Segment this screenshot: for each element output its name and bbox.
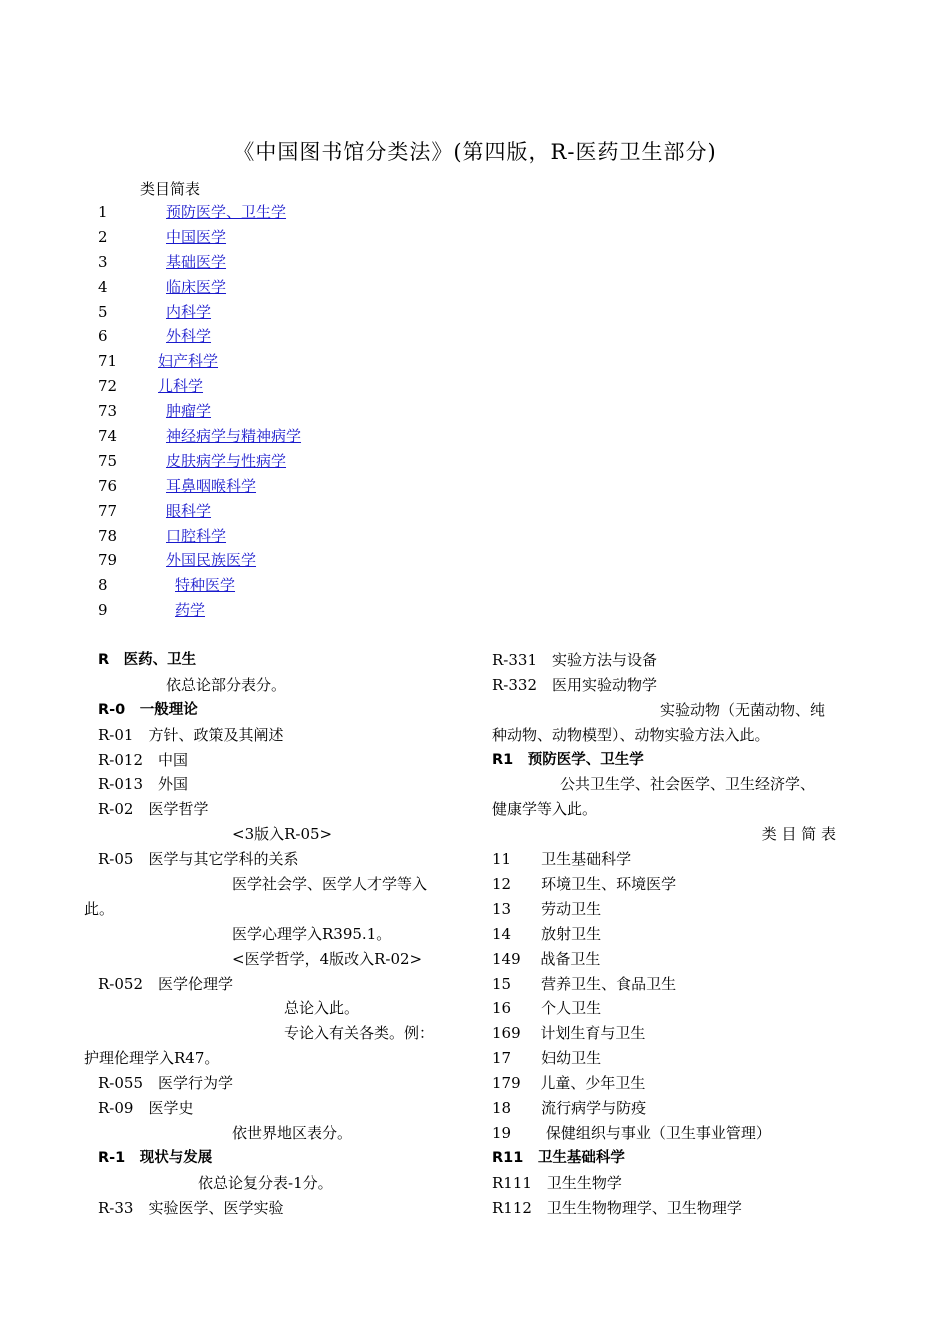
class-entry: 医学社会学、医学人才学等入	[232, 875, 428, 894]
class-entry: 13 劳动卫生	[492, 899, 602, 918]
toc-code: 75	[98, 451, 118, 470]
class-entry: 169 计划生育与卫生	[492, 1024, 646, 1043]
toc-code: 72	[98, 377, 118, 396]
class-entry: 医学心理学入R395.1。	[232, 924, 392, 943]
toc-code: 3	[98, 252, 108, 271]
class-entry: R-331 实验方法与设备	[492, 651, 657, 669]
class-entry: R-02 医学哲学	[98, 800, 209, 819]
toc-link[interactable]: 外科学	[166, 327, 212, 346]
class-entry: 16 个人卫生	[492, 999, 602, 1018]
page-title: 《中国图书馆分类法》(第四版，R-医药卫生部分)	[233, 140, 717, 164]
class-heading: R 医药、卫生	[98, 652, 197, 668]
class-entry: 19 保健组织与事业（卫生事业管理）	[492, 1123, 771, 1142]
class-entry: 种动物、动物模型）、动物实验方法入此。	[492, 725, 770, 744]
toc-code: 76	[98, 476, 118, 495]
toc-link[interactable]: 妇产科学	[158, 352, 219, 371]
class-entry: 依总论部分表分。	[166, 675, 287, 694]
class-entry: 18 流行病学与防疫	[492, 1099, 647, 1118]
class-heading: R-1 现状与发展	[98, 1149, 213, 1166]
toc-code: 8	[98, 576, 108, 595]
class-entry: R-052 医学伦理学	[98, 974, 233, 993]
toc-code: 6	[98, 327, 108, 346]
class-entry: 依总论复分表-1分。	[198, 1173, 333, 1192]
toc-link[interactable]: 中国医学	[166, 227, 227, 246]
class-entry: R-33 实验医学、医学实验	[98, 1198, 284, 1217]
class-entry: 健康学等入此。	[492, 800, 598, 819]
class-entry: R-055 医学行为学	[98, 1074, 233, 1093]
class-entry: 149 战备卫生	[492, 949, 601, 968]
class-entry: <医学哲学，4版改入R-02>	[232, 949, 423, 968]
toc-link[interactable]: 外国民族医学	[166, 551, 257, 570]
class-entry: 15 营养卫生、食品卫生	[492, 974, 677, 993]
class-entry: 179 儿童、少年卫生	[492, 1074, 646, 1093]
class-entry: 实验动物（无菌动物、纯	[660, 700, 826, 719]
toc-code: 78	[98, 526, 118, 545]
class-entry: 11 卫生基础科学	[492, 850, 632, 869]
toc-link[interactable]: 口腔科学	[166, 526, 227, 545]
toc-code: 4	[98, 277, 108, 296]
class-heading: R-0 一般理论	[98, 701, 198, 718]
class-entry: 总论入此。	[284, 999, 360, 1018]
toc-link[interactable]: 皮肤病学与性病学	[166, 451, 287, 470]
toc-link[interactable]: 神经病学与精神病学	[166, 427, 302, 446]
class-entry: 依世界地区表分。	[232, 1123, 353, 1142]
toc-link[interactable]: 眼科学	[166, 501, 212, 520]
toc-link[interactable]: 特种医学	[175, 576, 236, 595]
class-entry: 公共卫生学、社会医学、卫生经济学、	[560, 775, 816, 794]
class-entry: 专论入有关各类。例：	[284, 1024, 435, 1043]
toc-code: 74	[98, 427, 118, 446]
toc-link[interactable]: 基础医学	[166, 252, 227, 271]
toc-link[interactable]: 临床医学	[166, 277, 227, 296]
class-entry: R-013 外国	[98, 775, 188, 794]
toc-link[interactable]: 预防医学、卫生学	[166, 203, 287, 221]
class-entry: R-012 中国	[98, 750, 188, 769]
toc-link[interactable]: 耳鼻咽喉科学	[166, 476, 257, 495]
class-entry: 12 环境卫生、环境医学	[492, 875, 677, 894]
class-heading: R11 卫生基础科学	[492, 1149, 625, 1166]
toc-link[interactable]: 内科学	[166, 302, 212, 321]
class-entry: R112 卫生生物物理学、卫生物理学	[492, 1198, 742, 1217]
class-entry: R111 卫生生物学	[492, 1173, 622, 1192]
class-entry: R-01 方针、政策及其阐述	[98, 725, 284, 744]
toc-heading: 类目简表	[140, 180, 201, 198]
toc-code: 5	[98, 302, 108, 321]
toc-code: 9	[98, 601, 108, 620]
toc-link[interactable]: 儿科学	[158, 377, 204, 396]
toc-code: 73	[98, 402, 118, 421]
class-entry: 类 目 简 表	[761, 825, 836, 844]
toc-link[interactable]: 肿瘤学	[166, 402, 212, 421]
class-entry: 护理伦理学入R47。	[84, 1049, 220, 1068]
right-column	[492, 648, 850, 1220]
class-entry: 此。	[84, 899, 115, 918]
class-entry: R-332 医用实验动物学	[492, 675, 657, 694]
class-entry: R-05 医学与其它学科的关系	[98, 850, 299, 869]
class-entry: 17 妇幼卫生	[492, 1049, 602, 1068]
toc-code: 1	[98, 203, 108, 221]
toc-code: 77	[98, 501, 118, 520]
toc-code: 2	[98, 227, 108, 246]
class-entry: <3版入R-05>	[232, 825, 333, 844]
toc-code: 79	[98, 551, 118, 570]
left-column	[84, 648, 458, 1220]
toc-code: 71	[98, 352, 118, 371]
class-entry: 14 放射卫生	[492, 924, 602, 943]
class-entry: R-09 医学史	[98, 1099, 194, 1118]
class-heading: R1 预防医学、卫生学	[492, 751, 644, 768]
toc-link[interactable]: 药学	[175, 601, 206, 620]
